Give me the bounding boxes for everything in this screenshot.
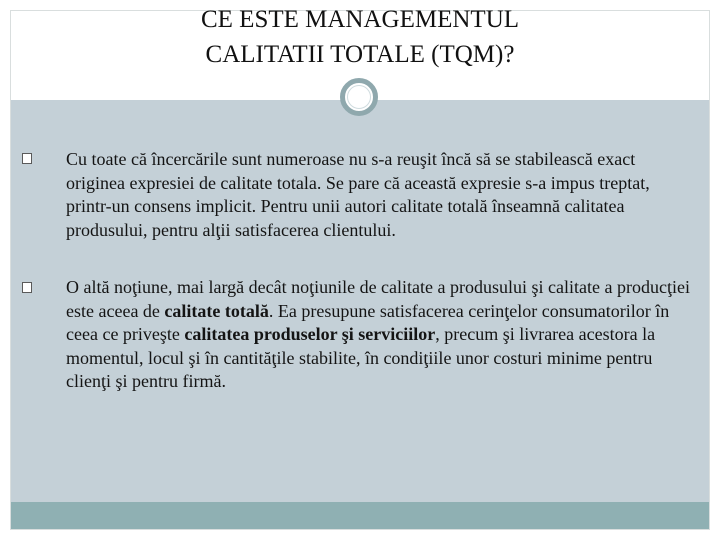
bullet-item-2: [20, 276, 695, 394]
square-bullet-icon: [22, 282, 32, 293]
bullet-text-2-bold-1: calitate totală: [164, 300, 269, 321]
footer-bar: [11, 502, 709, 529]
square-bullet-icon: [22, 153, 32, 164]
slide-title: CE ESTE MANAGEMENTUL CALITATII TOTALE (TQM)?: [200, 6, 520, 68]
bullet-text-2-part-1: O altă noţiune, mai largă decât noţiunile de calitate a produsului şi calitate a producţiei este aceea de: [66, 277, 690, 321]
bullet-list: [20, 148, 695, 394]
bullet-text-2-part-3: , precum şi livrarea acestora la momentul, locul şi în cantităţile stabilite, în condiţiile unor costuri minime pentru clienţi şi pentru firmă.: [66, 324, 656, 391]
bullet-text-2: [66, 276, 695, 394]
bullet-text-2-part-2: . Ea presupune satisfacerea cerinţelor consumatorilor în ceea ce priveşte: [66, 300, 670, 344]
bullet-text-1: Cu toate că încercările sunt numeroase nu s-a reuşit încă să se stabilească exact originea expresiei de calitate totala. Se pare că această expresie s-a impus treptat, printr-un consens implicit. Pentru unii autori calitate totală înseamnă calitatea produsului, pentru alţii satisfacerea clientului.: [66, 149, 650, 240]
circle-ornament-icon: [340, 78, 378, 116]
bullet-item-1: [20, 148, 695, 242]
bullet-text-2-bold-2: calitatea produselor şi serviciilor: [184, 324, 436, 344]
